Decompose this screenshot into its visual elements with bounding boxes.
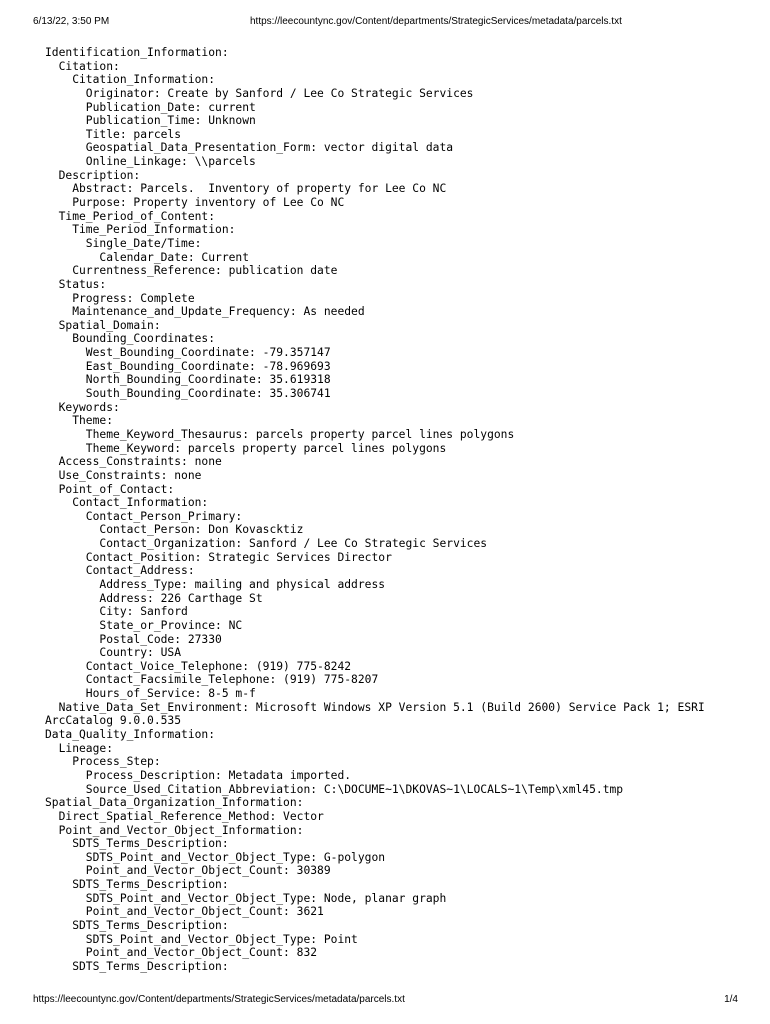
text-line: Contact_Organization: Sanford / Lee Co Strategic Services: [45, 537, 488, 551]
text-line: Address_Type: mailing and physical address: [45, 577, 386, 591]
text-line: Progress: Complete: [45, 291, 195, 305]
text-line: Abstract: Parcels. Inventory of property for Lee Co NC: [45, 182, 447, 196]
text-line: Time_Period_Information:: [45, 223, 236, 237]
print-header: [33, 15, 738, 29]
text-line: Geospatial_Data_Presentation_Form: vector digital data: [45, 141, 454, 155]
text-line: Theme:: [45, 414, 114, 428]
text-line: Hours_of_Service: 8-5 m-f: [45, 687, 256, 701]
text-line: SDTS_Point_and_Vector_Object_Type: Point: [45, 932, 358, 946]
text-line: Spatial_Data_Organization_Information:: [45, 796, 304, 810]
text-line: SDTS_Terms_Description:: [45, 878, 229, 892]
text-line: SDTS_Terms_Description:: [45, 919, 229, 932]
text-line: Identification_Information:: [45, 46, 229, 59]
text-line: Calendar_Date: Current: [45, 250, 250, 264]
text-line: Title: parcels: [45, 127, 182, 141]
text-line: Keywords:: [45, 400, 120, 414]
text-line: State_or_Province: NC: [45, 618, 243, 632]
text-line: Contact_Voice_Telephone: (919) 775-8242: [45, 659, 352, 673]
text-line: Publication_Date: current: [45, 100, 256, 114]
text-line: Theme_Keyword: parcels property parcel lines polygons: [45, 441, 447, 455]
text-line: West_Bounding_Coordinate: -79.357147: [45, 346, 331, 360]
text-line: Data_Quality_Information:: [45, 728, 216, 742]
text-line: Status:: [45, 277, 107, 291]
text-line: Lineage:: [45, 741, 114, 755]
text-line: Contact_Person: Don Kovascktiz: [45, 523, 304, 537]
text-line: SDTS_Terms_Description:: [45, 837, 229, 851]
print-footer: [33, 993, 738, 1007]
text-line: Contact_Person_Primary:: [45, 509, 243, 523]
text-line: South_Bounding_Coordinate: 35.306741: [45, 387, 331, 401]
text-line: Contact_Position: Strategic Services Director: [45, 550, 392, 564]
text-line: Process_Description: Metadata imported.: [45, 768, 352, 782]
text-line: Bounding_Coordinates:: [45, 332, 216, 346]
text-line: Publication_Time: Unknown: [45, 114, 256, 128]
text-line: Time_Period_of_Content:: [45, 209, 216, 223]
text-line: Spatial_Domain:: [45, 318, 161, 332]
page-number: 1/4: [724, 994, 738, 1005]
text-line: Point_and_Vector_Object_Count: 3621: [45, 905, 324, 919]
text-line: Online_Linkage: \\parcels: [45, 155, 256, 169]
text-line: North_Bounding_Coordinate: 35.619318: [45, 373, 331, 387]
text-line: Source_Used_Citation_Abbreviation: C:\DOCUME~1\DKOVAS~1\LOCALS~1\Temp\xml45.tmp: [45, 782, 624, 796]
text-line: ArcCatalog 9.0.0.535: [45, 714, 182, 728]
print-datetime: 6/13/22, 3:50 PM: [33, 16, 110, 27]
text-line: Single_Date/Time:: [45, 236, 202, 250]
text-line: Maintenance_and_Update_Frequency: As needed: [45, 305, 365, 319]
text-line: Address: 226 Carthage St: [45, 591, 263, 605]
text-line: East_Bounding_Coordinate: -78.969693: [45, 359, 331, 373]
text-line: Purpose: Property inventory of Lee Co NC: [45, 196, 345, 210]
text-line: Process_Step:: [45, 755, 161, 769]
text-line: Description:: [45, 168, 141, 182]
text-line: Use_Constraints: none: [45, 468, 202, 482]
text-line: Citation_Information:: [45, 73, 216, 87]
text-line: Point_and_Vector_Object_Information:: [45, 823, 304, 837]
text-line: Native_Data_Set_Environment: Microsoft Windows XP Version 5.1 (Build 2600) Service Pack 1; ESRI: [45, 700, 705, 714]
print-footer-url: https://leecountync.gov/Content/departments/StrategicServices/metadata/parcels.txt: [33, 994, 405, 1005]
text-line: Point_and_Vector_Object_Count: 832: [45, 946, 318, 960]
text-line: Country: USA: [45, 646, 182, 660]
text-line: Contact_Information:: [45, 496, 209, 510]
text-line: Point_and_Vector_Object_Count: 30389: [45, 864, 331, 878]
text-line: Theme_Keyword_Thesaurus: parcels property parcel lines polygons: [45, 427, 515, 441]
text-line: Contact_Address:: [45, 564, 195, 578]
text-line: Currentness_Reference: publication date: [45, 264, 338, 278]
text-line: SDTS_Point_and_Vector_Object_Type: G-polygon: [45, 850, 386, 864]
text-line: SDTS_Terms_Description:: [45, 959, 229, 973]
text-line: SDTS_Point_and_Vector_Object_Type: Node, planar graph: [45, 891, 447, 905]
text-line: Citation:: [45, 59, 120, 73]
text-line: Point_of_Contact:: [45, 482, 175, 496]
text-line: Access_Constraints: none: [45, 455, 222, 469]
print-header-url: https://leecountync.gov/Content/departments/StrategicServices/metadata/parcels.txt: [250, 16, 622, 27]
text-line: Postal_Code: 27330: [45, 632, 222, 646]
metadata-text: [45, 46, 745, 974]
text-line: Originator: Create by Sanford / Lee Co Strategic Services: [45, 86, 474, 100]
text-line: Contact_Facsimile_Telephone: (919) 775-8207: [45, 673, 379, 687]
text-line: City: Sanford: [45, 605, 188, 619]
text-line: Direct_Spatial_Reference_Method: Vector: [45, 809, 324, 823]
